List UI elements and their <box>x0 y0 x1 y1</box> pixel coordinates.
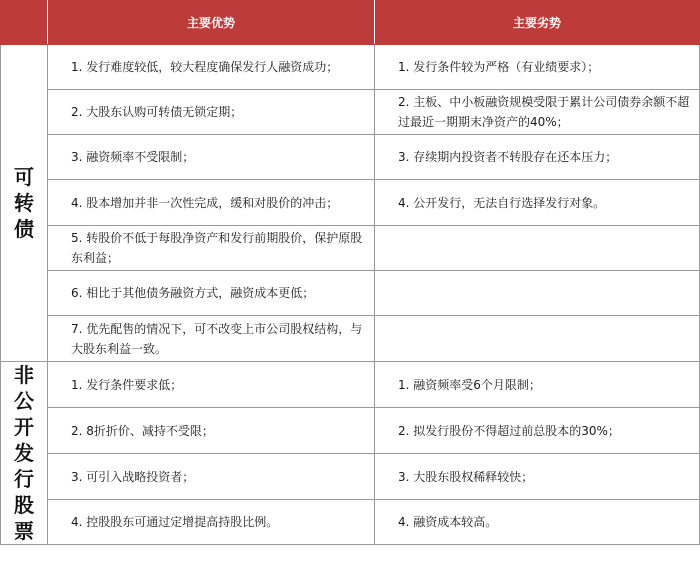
table-row <box>1 45 700 90</box>
advantage-cell: 3. 融资频率不受限制； <box>48 135 375 180</box>
advantage-cell: 1. 发行条件要求低； <box>48 362 375 408</box>
advantage-cell: 1. 发行难度较低，较大程度确保发行人融资成功； <box>48 45 375 90</box>
advantage-cell: 4. 控股股东可通过定增提高持股比例。 <box>48 500 375 545</box>
advantage-cell: 5. 转股价不低于每股净资产和发行前期股价，保护原股东利益； <box>48 226 375 271</box>
table-row <box>1 226 700 271</box>
group-label-convertible-bond: 可转债 <box>1 45 48 362</box>
table-row <box>1 271 700 316</box>
advantage-cell: 3. 可引入战略投资者； <box>48 454 375 500</box>
table-row <box>1 500 700 545</box>
disadvantage-cell: 4. 融资成本较高。 <box>375 500 700 545</box>
advantage-cell: 6. 相比于其他债务融资方式，融资成本更低； <box>48 271 375 316</box>
advantage-cell: 7. 优先配售的情况下，可不改变上市公司股权结构，与大股东利益一致。 <box>48 316 375 362</box>
disadvantage-cell: 1. 融资频率受6个月限制； <box>375 362 700 408</box>
disadvantage-cell: 3. 大股东股权稀释较快； <box>375 454 700 500</box>
disadvantage-cell: 3. 存续期内投资者不转股存在还本压力； <box>375 135 700 180</box>
table-row <box>1 362 700 408</box>
disadvantage-cell: 1. 发行条件较为严格（有业绩要求）； <box>375 45 700 90</box>
table-row <box>1 316 700 362</box>
group-label-private-placement: 非公开发行股票 <box>1 362 48 545</box>
header-disadvantages: 主要劣势 <box>375 1 700 45</box>
table-row <box>1 135 700 180</box>
table-row <box>1 180 700 226</box>
disadvantage-cell <box>375 271 700 316</box>
header-advantages: 主要优势 <box>48 1 375 45</box>
advantage-cell: 2. 8折折价、减持不受限； <box>48 408 375 454</box>
table-row <box>1 408 700 454</box>
disadvantage-cell: 2. 拟发行股份不得超过前总股本的30%； <box>375 408 700 454</box>
advantage-cell: 4. 股本增加并非一次性完成，缓和对股价的冲击； <box>48 180 375 226</box>
advantage-cell: 2. 大股东认购可转债无锁定期； <box>48 90 375 135</box>
header-row <box>1 1 700 45</box>
table-row <box>1 90 700 135</box>
disadvantage-cell: 2. 主板、中小板融资规模受限于累计公司债券余额不超过最近一期期末净资产的40%； <box>375 90 700 135</box>
disadvantage-cell: 4. 公开发行，无法自行选择发行对象。 <box>375 180 700 226</box>
disadvantage-cell <box>375 316 700 362</box>
header-corner <box>1 1 48 45</box>
disadvantage-cell <box>375 226 700 271</box>
table-row <box>1 454 700 500</box>
